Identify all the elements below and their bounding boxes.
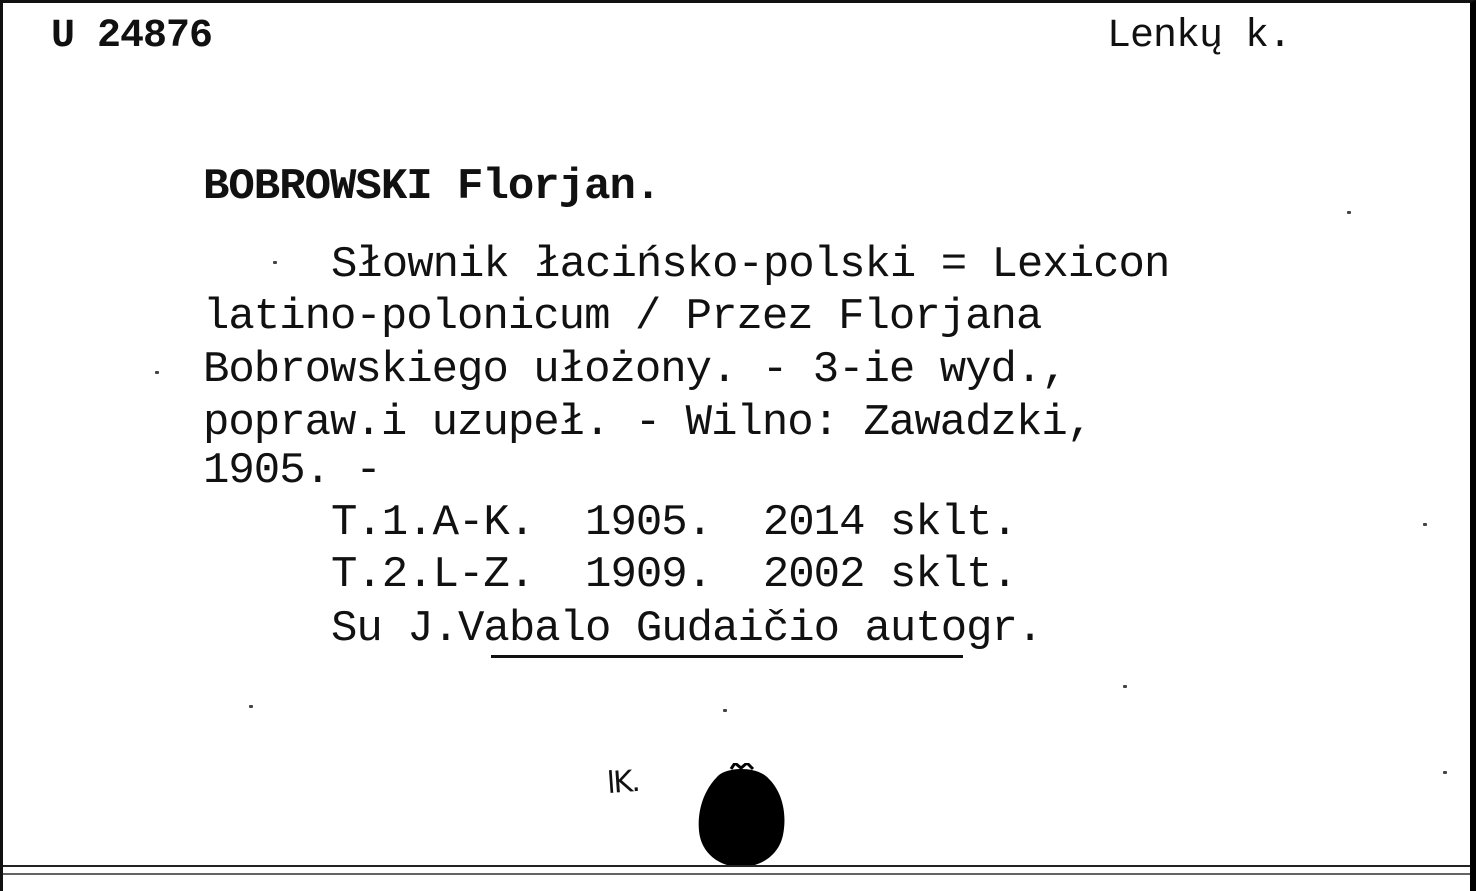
ink-speck: [1443, 771, 1447, 774]
card-edge-line: [3, 873, 1476, 875]
ink-speck: [1423, 523, 1427, 526]
location-label: Lenkų k.: [1107, 14, 1292, 59]
description-line: popraw.i uzupeł. - Wilno: Zawadzki,: [203, 398, 1093, 448]
handdrawn-underline: [491, 655, 963, 658]
ink-speck: [1123, 685, 1127, 688]
call-number: U 24876: [51, 14, 213, 59]
handwritten-mark: lK.: [605, 763, 640, 802]
ink-stamp-icon: [695, 763, 787, 869]
ink-speck: [1347, 211, 1351, 214]
card-edge-line: [3, 865, 1476, 867]
ink-speck: [249, 705, 253, 708]
volume-line: T.1.A-K. 1905. 2014 sklt.: [331, 498, 1017, 548]
ink-speck: [723, 709, 727, 712]
description-line: latino-polonicum / Przez Florjana: [203, 292, 1042, 342]
description-line: Bobrowskiego ułożony. - 3-ie wyd.,: [203, 345, 1067, 395]
autograph-note: Su J.Vabalo Gudaičio autogr.: [331, 604, 1043, 654]
ink-speck: [155, 371, 159, 374]
volume-line: T.2.L-Z. 1909. 2002 sklt.: [331, 550, 1017, 600]
description-line: 1905. -: [203, 446, 381, 496]
ink-speck: [273, 261, 277, 264]
author-heading: BOBROWSKI Florjan.: [203, 162, 661, 212]
description-line: Słownik łacińsko-polski = Lexicon: [331, 240, 1170, 290]
